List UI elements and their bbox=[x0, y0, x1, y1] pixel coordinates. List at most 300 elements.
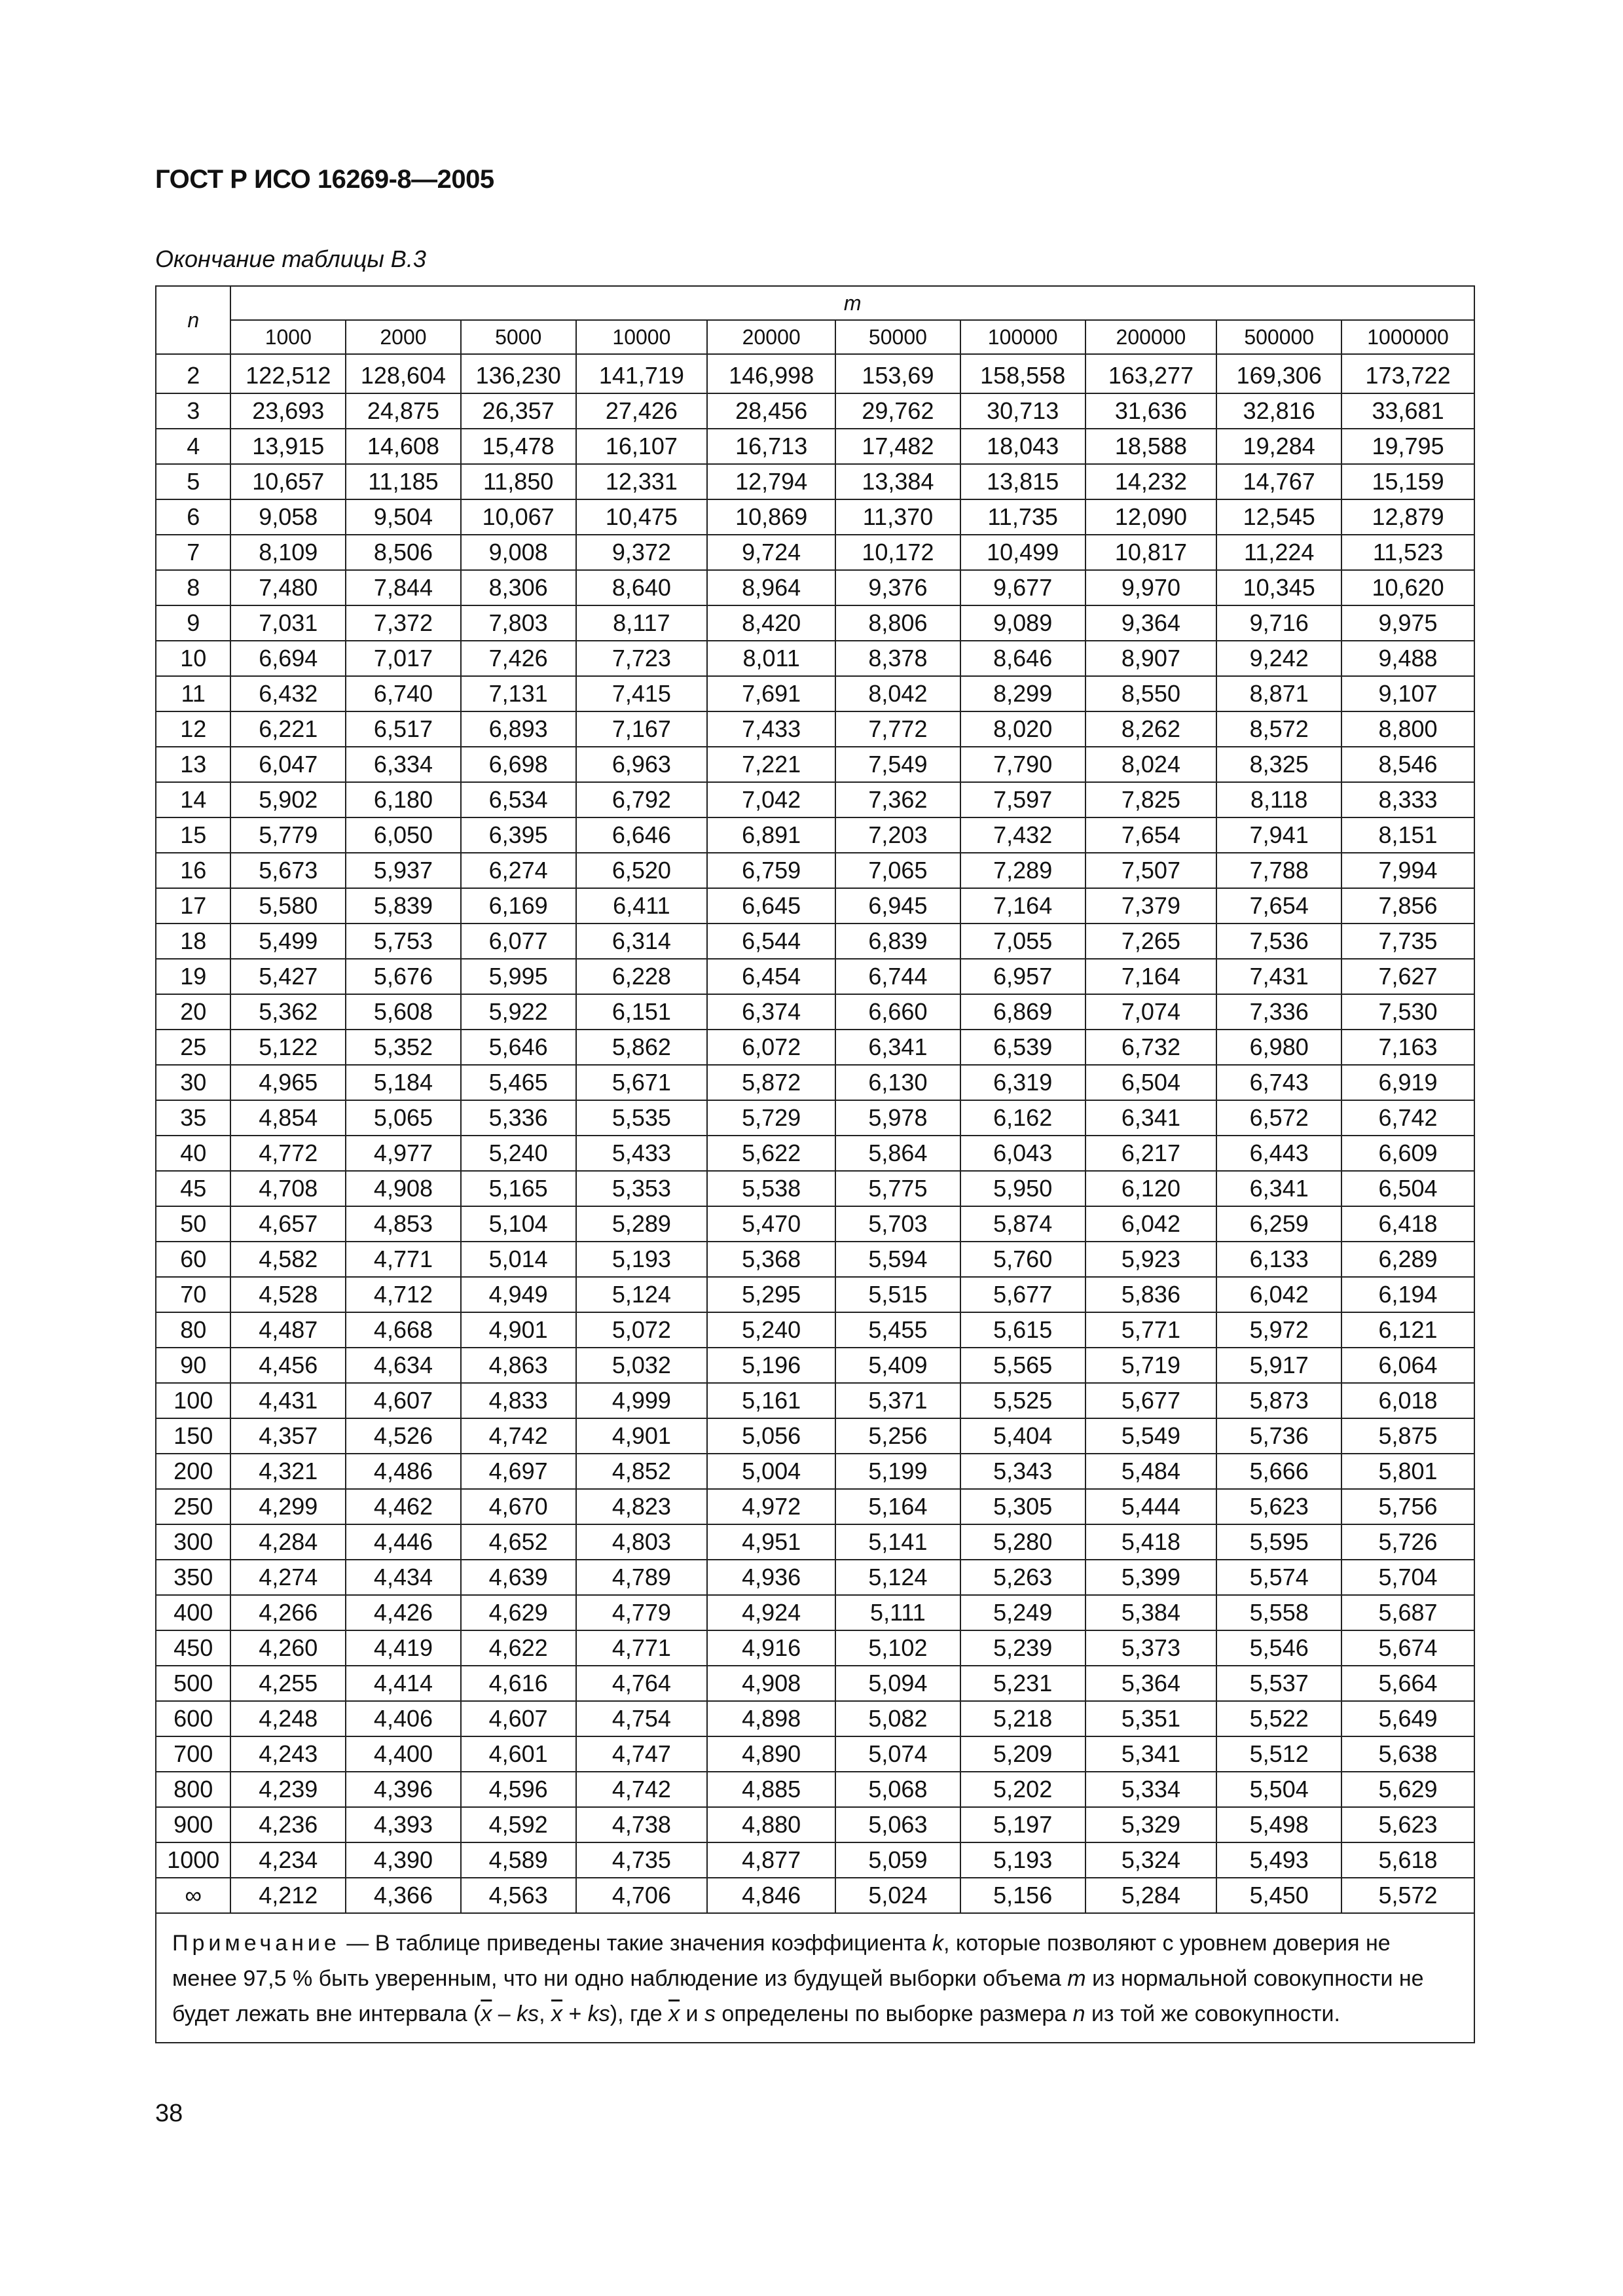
value-cell: 4,446 bbox=[346, 1524, 461, 1560]
value-cell: 7,372 bbox=[346, 605, 461, 641]
value-cell: 5,409 bbox=[835, 1348, 960, 1383]
value-cell: 7,336 bbox=[1216, 994, 1341, 1030]
value-cell: 5,499 bbox=[230, 924, 346, 959]
value-cell: 8,800 bbox=[1341, 711, 1474, 747]
value-cell: 8,378 bbox=[835, 641, 960, 676]
m-column-header: 100000 bbox=[960, 320, 1085, 354]
value-cell: 5,240 bbox=[461, 1136, 576, 1171]
value-cell: 6,504 bbox=[1341, 1171, 1474, 1206]
value-cell: 11,523 bbox=[1341, 535, 1474, 570]
value-cell: 4,853 bbox=[346, 1206, 461, 1242]
n-cell: 900 bbox=[156, 1807, 230, 1842]
value-cell: 5,623 bbox=[1341, 1807, 1474, 1842]
value-cell: 26,357 bbox=[461, 393, 576, 429]
n-cell: 18 bbox=[156, 924, 230, 959]
value-cell: 4,803 bbox=[576, 1524, 708, 1560]
value-cell: 8,024 bbox=[1085, 747, 1217, 782]
value-cell: 19,795 bbox=[1341, 429, 1474, 464]
value-cell: 7,289 bbox=[960, 853, 1085, 888]
table-row bbox=[156, 994, 1474, 1030]
value-cell: 5,875 bbox=[1341, 1418, 1474, 1454]
value-cell: 4,852 bbox=[576, 1454, 708, 1489]
value-cell: 6,759 bbox=[707, 853, 835, 888]
value-cell: 4,898 bbox=[707, 1701, 835, 1736]
value-cell: 6,539 bbox=[960, 1030, 1085, 1065]
value-cell: 8,299 bbox=[960, 676, 1085, 711]
value-cell: 136,230 bbox=[461, 354, 576, 393]
value-cell: 6,120 bbox=[1085, 1171, 1217, 1206]
value-cell: 128,604 bbox=[346, 354, 461, 393]
value-cell: 6,645 bbox=[707, 888, 835, 924]
value-cell: 5,873 bbox=[1216, 1383, 1341, 1418]
value-cell: 7,074 bbox=[1085, 994, 1217, 1030]
n-cell: 50 bbox=[156, 1206, 230, 1242]
note-text: определены по выборке размера bbox=[715, 2001, 1073, 2026]
value-cell: 6,742 bbox=[1341, 1100, 1474, 1136]
value-cell: 7,426 bbox=[461, 641, 576, 676]
n-cell: 16 bbox=[156, 853, 230, 888]
value-cell: 29,762 bbox=[835, 393, 960, 429]
value-cell: 11,224 bbox=[1216, 535, 1341, 570]
value-cell: 10,172 bbox=[835, 535, 960, 570]
value-cell: 5,753 bbox=[346, 924, 461, 959]
value-cell: 7,379 bbox=[1085, 888, 1217, 924]
n-cell: 800 bbox=[156, 1772, 230, 1807]
value-cell: 7,530 bbox=[1341, 994, 1474, 1030]
value-cell: 6,893 bbox=[461, 711, 576, 747]
n-cell: 600 bbox=[156, 1701, 230, 1736]
note-symbol-s: s bbox=[704, 2001, 716, 2026]
value-cell: 7,042 bbox=[707, 782, 835, 817]
value-cell: 15,159 bbox=[1341, 464, 1474, 499]
value-cell: 4,563 bbox=[461, 1878, 576, 1913]
value-cell: 5,280 bbox=[960, 1524, 1085, 1560]
n-cell: 4 bbox=[156, 429, 230, 464]
value-cell: 6,743 bbox=[1216, 1065, 1341, 1100]
note-text: из нормальной совокупности не будет лежать вне интервала ( bbox=[172, 1966, 1424, 2026]
value-cell: 23,693 bbox=[230, 393, 346, 429]
value-cell: 8,117 bbox=[576, 605, 708, 641]
value-cell: 5,535 bbox=[576, 1100, 708, 1136]
value-cell: 5,352 bbox=[346, 1030, 461, 1065]
value-cell: 11,735 bbox=[960, 499, 1085, 535]
value-cell: 10,345 bbox=[1216, 570, 1341, 605]
value-cell: 4,406 bbox=[346, 1701, 461, 1736]
value-cell: 6,544 bbox=[707, 924, 835, 959]
m-values-header-row bbox=[156, 320, 1474, 354]
table-row bbox=[156, 1348, 1474, 1383]
value-cell: 158,558 bbox=[960, 354, 1085, 393]
value-cell: 7,265 bbox=[1085, 924, 1217, 959]
value-cell: 6,520 bbox=[576, 853, 708, 888]
value-cell: 13,815 bbox=[960, 464, 1085, 499]
value-cell: 6,151 bbox=[576, 994, 708, 1030]
value-cell: 7,362 bbox=[835, 782, 960, 817]
value-cell: 6,891 bbox=[707, 817, 835, 853]
n-cell: 19 bbox=[156, 959, 230, 994]
value-cell: 4,712 bbox=[346, 1277, 461, 1312]
value-cell: 5,256 bbox=[835, 1418, 960, 1454]
value-cell: 141,719 bbox=[576, 354, 708, 393]
table-row bbox=[156, 1065, 1474, 1100]
value-cell: 5,141 bbox=[835, 1524, 960, 1560]
value-cell: 7,131 bbox=[461, 676, 576, 711]
value-cell: 5,917 bbox=[1216, 1348, 1341, 1383]
table-row bbox=[156, 570, 1474, 605]
value-cell: 6,169 bbox=[461, 888, 576, 924]
value-cell: 173,722 bbox=[1341, 354, 1474, 393]
value-cell: 6,744 bbox=[835, 959, 960, 994]
value-cell: 5,671 bbox=[576, 1065, 708, 1100]
value-cell: 5,677 bbox=[960, 1277, 1085, 1312]
value-cell: 5,373 bbox=[1085, 1630, 1217, 1666]
note-symbol-xbar: $\overline{x}$ bbox=[668, 2001, 680, 2026]
note-symbol-ks: ks bbox=[517, 2001, 539, 2026]
value-cell: 5,455 bbox=[835, 1312, 960, 1348]
value-cell: 4,592 bbox=[461, 1807, 576, 1842]
value-cell: 6,314 bbox=[576, 924, 708, 959]
value-cell: 27,426 bbox=[576, 393, 708, 429]
value-cell: 5,156 bbox=[960, 1878, 1085, 1913]
value-cell: 7,431 bbox=[1216, 959, 1341, 994]
table-row bbox=[156, 1277, 1474, 1312]
table-row bbox=[156, 354, 1474, 393]
value-cell: 4,901 bbox=[461, 1312, 576, 1348]
value-cell: 4,284 bbox=[230, 1524, 346, 1560]
value-cell: 4,212 bbox=[230, 1878, 346, 1913]
value-cell: 4,622 bbox=[461, 1630, 576, 1666]
value-cell: 5,353 bbox=[576, 1171, 708, 1206]
value-cell: 7,167 bbox=[576, 711, 708, 747]
value-cell: 5,336 bbox=[461, 1100, 576, 1136]
value-cell: 8,640 bbox=[576, 570, 708, 605]
value-cell: 9,488 bbox=[1341, 641, 1474, 676]
document-header: ГОСТ Р ИСО 16269-8—2005 bbox=[155, 165, 494, 194]
value-cell: 7,203 bbox=[835, 817, 960, 853]
value-cell: 4,951 bbox=[707, 1524, 835, 1560]
value-cell: 31,636 bbox=[1085, 393, 1217, 429]
m-column-header: 5000 bbox=[461, 320, 576, 354]
value-cell: 4,582 bbox=[230, 1242, 346, 1277]
table-row bbox=[156, 1100, 1474, 1136]
value-cell: 8,420 bbox=[707, 605, 835, 641]
value-cell: 7,691 bbox=[707, 676, 835, 711]
value-cell: 6,018 bbox=[1341, 1383, 1474, 1418]
n-column-header: n bbox=[156, 286, 230, 354]
n-cell: 30 bbox=[156, 1065, 230, 1100]
value-cell: 8,806 bbox=[835, 605, 960, 641]
value-cell: 5,760 bbox=[960, 1242, 1085, 1277]
value-cell: 5,498 bbox=[1216, 1807, 1341, 1842]
n-cell: 350 bbox=[156, 1560, 230, 1595]
value-cell: 5,239 bbox=[960, 1630, 1085, 1666]
table-row bbox=[156, 1736, 1474, 1772]
value-cell: 5,729 bbox=[707, 1100, 835, 1136]
value-cell: 4,248 bbox=[230, 1701, 346, 1736]
value-cell: 4,629 bbox=[461, 1595, 576, 1630]
value-cell: 7,055 bbox=[960, 924, 1085, 959]
value-cell: 7,654 bbox=[1216, 888, 1341, 924]
value-cell: 4,735 bbox=[576, 1842, 708, 1878]
value-cell: 5,184 bbox=[346, 1065, 461, 1100]
value-cell: 14,767 bbox=[1216, 464, 1341, 499]
value-cell: 5,493 bbox=[1216, 1842, 1341, 1878]
value-cell: 4,299 bbox=[230, 1489, 346, 1524]
value-cell: 5,104 bbox=[461, 1206, 576, 1242]
value-cell: 5,124 bbox=[835, 1560, 960, 1595]
value-cell: 7,163 bbox=[1341, 1030, 1474, 1065]
value-cell: 5,666 bbox=[1216, 1454, 1341, 1489]
value-cell: 5,771 bbox=[1085, 1312, 1217, 1348]
value-cell: 7,597 bbox=[960, 782, 1085, 817]
value-cell: 5,450 bbox=[1216, 1878, 1341, 1913]
n-cell: 7 bbox=[156, 535, 230, 570]
n-cell: 150 bbox=[156, 1418, 230, 1454]
table-row bbox=[156, 1242, 1474, 1277]
value-cell: 6,919 bbox=[1341, 1065, 1474, 1100]
value-cell: 5,094 bbox=[835, 1666, 960, 1701]
table-row bbox=[156, 817, 1474, 853]
value-cell: 6,064 bbox=[1341, 1348, 1474, 1383]
value-cell: 6,432 bbox=[230, 676, 346, 711]
value-cell: 4,999 bbox=[576, 1383, 708, 1418]
value-cell: 153,69 bbox=[835, 354, 960, 393]
value-cell: 11,185 bbox=[346, 464, 461, 499]
value-cell: 5,779 bbox=[230, 817, 346, 853]
value-cell: 4,936 bbox=[707, 1560, 835, 1595]
value-cell: 5,580 bbox=[230, 888, 346, 924]
value-cell: 16,713 bbox=[707, 429, 835, 464]
table-caption: Окончание таблицы В.3 bbox=[155, 245, 426, 272]
value-cell: 4,396 bbox=[346, 1772, 461, 1807]
value-cell: 4,764 bbox=[576, 1666, 708, 1701]
value-cell: 6,454 bbox=[707, 959, 835, 994]
value-cell: 4,657 bbox=[230, 1206, 346, 1242]
value-cell: 6,839 bbox=[835, 924, 960, 959]
note-text: из той же совокупности. bbox=[1085, 2001, 1340, 2026]
value-cell: 6,443 bbox=[1216, 1136, 1341, 1171]
value-cell: 4,890 bbox=[707, 1736, 835, 1772]
value-cell: 5,629 bbox=[1341, 1772, 1474, 1807]
value-cell: 4,747 bbox=[576, 1736, 708, 1772]
value-cell: 4,274 bbox=[230, 1560, 346, 1595]
value-cell: 5,161 bbox=[707, 1383, 835, 1418]
value-cell: 4,236 bbox=[230, 1807, 346, 1842]
value-cell: 8,020 bbox=[960, 711, 1085, 747]
value-cell: 4,652 bbox=[461, 1524, 576, 1560]
value-cell: 5,024 bbox=[835, 1878, 960, 1913]
n-cell: 10 bbox=[156, 641, 230, 676]
value-cell: 8,546 bbox=[1341, 747, 1474, 782]
value-cell: 5,515 bbox=[835, 1277, 960, 1312]
value-cell: 5,594 bbox=[835, 1242, 960, 1277]
value-cell: 4,487 bbox=[230, 1312, 346, 1348]
value-cell: 4,596 bbox=[461, 1772, 576, 1807]
value-cell: 18,588 bbox=[1085, 429, 1217, 464]
value-cell: 7,164 bbox=[960, 888, 1085, 924]
n-cell: 11 bbox=[156, 676, 230, 711]
value-cell: 4,243 bbox=[230, 1736, 346, 1772]
value-cell: 4,924 bbox=[707, 1595, 835, 1630]
value-cell: 4,400 bbox=[346, 1736, 461, 1772]
value-cell: 4,634 bbox=[346, 1348, 461, 1383]
value-cell: 7,772 bbox=[835, 711, 960, 747]
value-cell: 7,788 bbox=[1216, 853, 1341, 888]
value-cell: 6,572 bbox=[1216, 1100, 1341, 1136]
value-cell: 7,065 bbox=[835, 853, 960, 888]
value-cell: 5,165 bbox=[461, 1171, 576, 1206]
table-row bbox=[156, 1489, 1474, 1524]
value-cell: 5,202 bbox=[960, 1772, 1085, 1807]
value-cell: 5,124 bbox=[576, 1277, 708, 1312]
table-row bbox=[156, 1312, 1474, 1348]
value-cell: 5,664 bbox=[1341, 1666, 1474, 1701]
value-cell: 5,484 bbox=[1085, 1454, 1217, 1489]
value-cell: 5,862 bbox=[576, 1030, 708, 1065]
value-cell: 5,371 bbox=[835, 1383, 960, 1418]
value-cell: 4,833 bbox=[461, 1383, 576, 1418]
n-cell: 700 bbox=[156, 1736, 230, 1772]
m-group-header: m bbox=[230, 286, 1474, 320]
value-cell: 32,816 bbox=[1216, 393, 1341, 429]
value-cell: 18,043 bbox=[960, 429, 1085, 464]
note-text: и bbox=[680, 2001, 704, 2026]
table-row bbox=[156, 1171, 1474, 1206]
value-cell: 4,877 bbox=[707, 1842, 835, 1878]
value-cell: 9,364 bbox=[1085, 605, 1217, 641]
value-cell: 6,047 bbox=[230, 747, 346, 782]
value-cell: 9,970 bbox=[1085, 570, 1217, 605]
value-cell: 5,775 bbox=[835, 1171, 960, 1206]
value-cell: 5,111 bbox=[835, 1595, 960, 1630]
value-cell: 5,334 bbox=[1085, 1772, 1217, 1807]
value-cell: 169,306 bbox=[1216, 354, 1341, 393]
value-cell: 8,506 bbox=[346, 535, 461, 570]
note-text: , которые позволяют с уровнем доверия не менее 97,5 % быть уверенным, что ни одно наблюдение из будущей выборки объема bbox=[172, 1931, 1391, 1991]
value-cell: 10,067 bbox=[461, 499, 576, 535]
value-cell: 12,331 bbox=[576, 464, 708, 499]
note-text: ), где bbox=[610, 2001, 669, 2026]
m-column-header: 20000 bbox=[707, 320, 835, 354]
value-cell: 4,462 bbox=[346, 1489, 461, 1524]
value-cell: 9,716 bbox=[1216, 605, 1341, 641]
value-cell: 5,295 bbox=[707, 1277, 835, 1312]
value-cell: 4,754 bbox=[576, 1701, 708, 1736]
value-cell: 5,056 bbox=[707, 1418, 835, 1454]
value-cell: 13,915 bbox=[230, 429, 346, 464]
n-cell: 3 bbox=[156, 393, 230, 429]
value-cell: 4,366 bbox=[346, 1878, 461, 1913]
n-cell: 5 bbox=[156, 464, 230, 499]
table-row bbox=[156, 711, 1474, 747]
value-cell: 8,011 bbox=[707, 641, 835, 676]
table-row bbox=[156, 1701, 1474, 1736]
n-cell: 15 bbox=[156, 817, 230, 853]
note-text: , bbox=[539, 2001, 552, 2026]
value-cell: 6,963 bbox=[576, 747, 708, 782]
value-cell: 7,825 bbox=[1085, 782, 1217, 817]
value-cell: 4,908 bbox=[346, 1171, 461, 1206]
value-cell: 5,565 bbox=[960, 1348, 1085, 1383]
value-cell: 5,558 bbox=[1216, 1595, 1341, 1630]
table-row bbox=[156, 641, 1474, 676]
value-cell: 6,072 bbox=[707, 1030, 835, 1065]
value-cell: 8,042 bbox=[835, 676, 960, 711]
value-cell: 7,031 bbox=[230, 605, 346, 641]
value-cell: 5,343 bbox=[960, 1454, 1085, 1489]
value-cell: 5,329 bbox=[1085, 1807, 1217, 1842]
value-cell: 6,043 bbox=[960, 1136, 1085, 1171]
value-cell: 10,620 bbox=[1341, 570, 1474, 605]
value-cell: 9,724 bbox=[707, 535, 835, 570]
value-cell: 6,418 bbox=[1341, 1206, 1474, 1242]
value-cell: 5,703 bbox=[835, 1206, 960, 1242]
value-cell: 6,121 bbox=[1341, 1312, 1474, 1348]
value-cell: 5,525 bbox=[960, 1383, 1085, 1418]
value-cell: 5,538 bbox=[707, 1171, 835, 1206]
value-cell: 5,444 bbox=[1085, 1489, 1217, 1524]
value-cell: 15,478 bbox=[461, 429, 576, 464]
value-cell: 11,850 bbox=[461, 464, 576, 499]
value-cell: 5,512 bbox=[1216, 1736, 1341, 1772]
value-cell: 6,042 bbox=[1216, 1277, 1341, 1312]
value-cell: 6,694 bbox=[230, 641, 346, 676]
value-cell: 4,908 bbox=[707, 1666, 835, 1701]
value-cell: 146,998 bbox=[707, 354, 835, 393]
value-cell: 7,432 bbox=[960, 817, 1085, 853]
value-cell: 6,228 bbox=[576, 959, 708, 994]
value-cell: 8,306 bbox=[461, 570, 576, 605]
value-cell: 5,902 bbox=[230, 782, 346, 817]
n-cell: 8 bbox=[156, 570, 230, 605]
value-cell: 30,713 bbox=[960, 393, 1085, 429]
value-cell: 4,916 bbox=[707, 1630, 835, 1666]
value-cell: 5,470 bbox=[707, 1206, 835, 1242]
value-cell: 5,284 bbox=[1085, 1878, 1217, 1913]
value-cell: 7,790 bbox=[960, 747, 1085, 782]
value-cell: 6,319 bbox=[960, 1065, 1085, 1100]
value-cell: 4,771 bbox=[346, 1242, 461, 1277]
value-cell: 5,305 bbox=[960, 1489, 1085, 1524]
value-cell: 7,017 bbox=[346, 641, 461, 676]
value-cell: 9,975 bbox=[1341, 605, 1474, 641]
value-cell: 12,794 bbox=[707, 464, 835, 499]
value-cell: 4,885 bbox=[707, 1772, 835, 1807]
value-cell: 7,735 bbox=[1341, 924, 1474, 959]
value-cell: 6,217 bbox=[1085, 1136, 1217, 1171]
n-cell: 300 bbox=[156, 1524, 230, 1560]
value-cell: 5,032 bbox=[576, 1348, 708, 1383]
value-cell: 4,526 bbox=[346, 1418, 461, 1454]
table-body bbox=[156, 354, 1474, 1913]
value-cell: 13,384 bbox=[835, 464, 960, 499]
value-cell: 5,756 bbox=[1341, 1489, 1474, 1524]
coefficient-table bbox=[155, 285, 1475, 2043]
table-row bbox=[156, 393, 1474, 429]
table-row bbox=[156, 1595, 1474, 1630]
table-row bbox=[156, 747, 1474, 782]
value-cell: 5,427 bbox=[230, 959, 346, 994]
value-cell: 5,209 bbox=[960, 1736, 1085, 1772]
note-symbol-xbar: $\overline{x}$ bbox=[551, 2001, 563, 2026]
m-column-header: 200000 bbox=[1085, 320, 1217, 354]
value-cell: 5,240 bbox=[707, 1312, 835, 1348]
value-cell: 9,372 bbox=[576, 535, 708, 570]
table-row bbox=[156, 1206, 1474, 1242]
value-cell: 6,660 bbox=[835, 994, 960, 1030]
value-cell: 4,742 bbox=[461, 1418, 576, 1454]
value-cell: 5,059 bbox=[835, 1842, 960, 1878]
